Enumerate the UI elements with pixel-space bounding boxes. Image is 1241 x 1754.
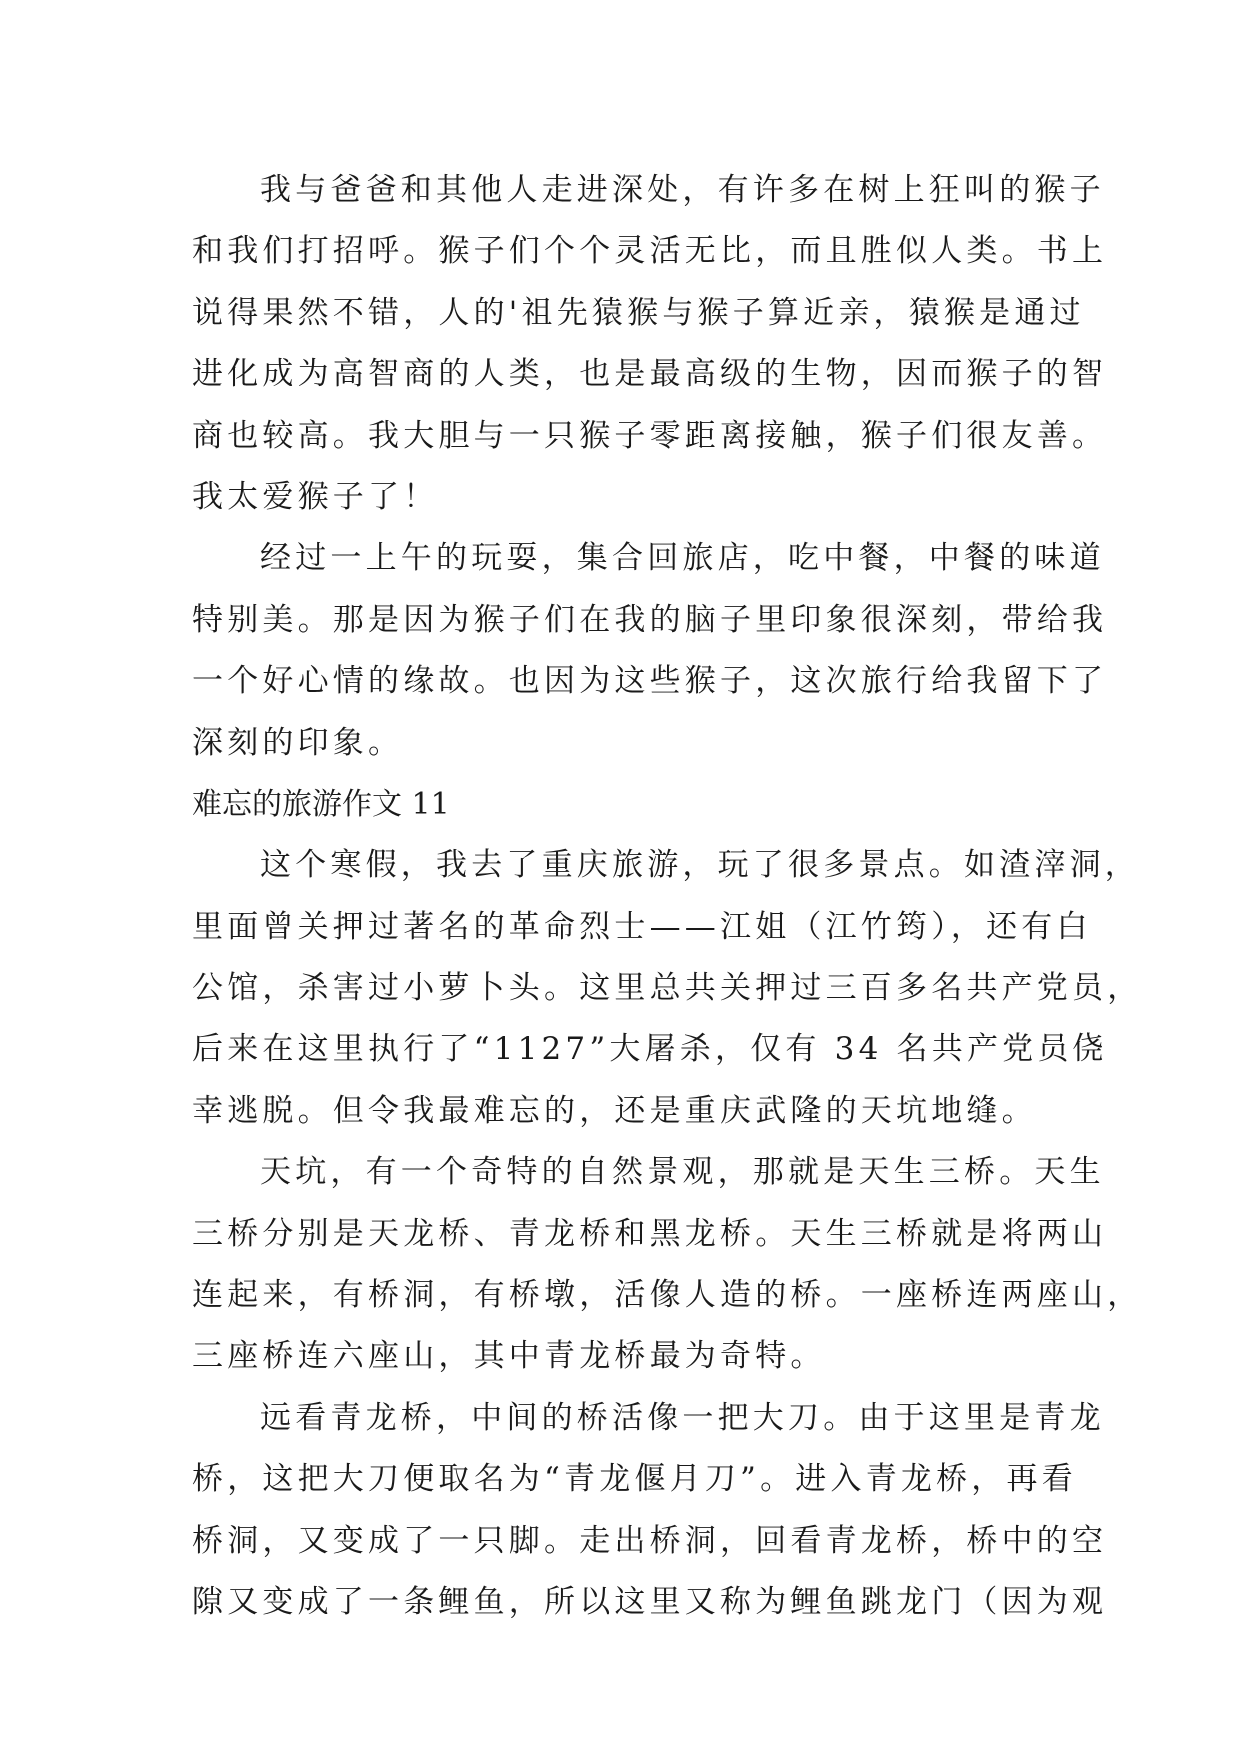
text-line: 这个寒假，我去了重庆旅游，玩了很多景点。如渣滓洞，	[260, 847, 1140, 884]
text-line: 隙又变成了一条鲤鱼，所以这里又称为鲤鱼跳龙门（因为观	[192, 1583, 1108, 1620]
text-line: 三座桥连六座山，其中青龙桥最为奇特。	[192, 1338, 826, 1375]
text-line: 桥洞，又变成了一只脚。走出桥洞，回看青龙桥，桥中的空	[192, 1522, 1108, 1559]
paragraph	[192, 1388, 1108, 1634]
text-line: 进化成为高智商的人类，也是最高级的生物，因而猴子的智	[192, 356, 1108, 393]
section-heading: 难忘的旅游作文 11	[192, 786, 450, 822]
paragraph	[192, 528, 1108, 774]
text-line: 后来在这里执行了“1127”大屠杀，仅有 34 名共产党员侥	[192, 1031, 1108, 1068]
text-line: 远看青龙桥，中间的桥活像一把大刀。由于这里是青龙	[260, 1399, 1105, 1436]
text-line: 连起来，有桥洞，有桥墩，活像人造的桥。一座桥连两座山，	[192, 1277, 1143, 1314]
text-line: 和我们打招呼。猴子们个个灵活无比，而且胜似人类。书上	[192, 233, 1108, 270]
text-line: 深刻的印象。	[192, 724, 404, 761]
text-line: 桥，这把大刀便取名为“青龙偃月刀”。进入青龙桥，再看	[192, 1461, 1077, 1498]
paragraph	[192, 1142, 1143, 1388]
text-line: 公馆，杀害过小萝卜头。这里总共关押过三百多名共产党员，	[192, 970, 1143, 1007]
text-line: 三桥分别是天龙桥、青龙桥和黑龙桥。天生三桥就是将两山	[192, 1215, 1108, 1252]
text-line: 我太爱猴子了！	[192, 478, 439, 515]
text-line: 特别美。那是因为猴子们在我的脑子里印象很深刻，带给我	[192, 601, 1108, 638]
paragraph	[192, 835, 1143, 1142]
text-line: 幸逃脱。但令我最难忘的，还是重庆武隆的天坑地缝。	[192, 1092, 1037, 1129]
document-page	[192, 160, 1143, 1633]
text-line: 商也较高。我大胆与一只猴子零距离接触，猴子们很友善。	[192, 417, 1108, 454]
text-line: 经过一上午的玩耍，集合回旅店，吃中餐，中餐的味道	[260, 540, 1105, 577]
text-line: 我与爸爸和其他人走进深处，有许多在树上狂叫的猴子	[260, 172, 1105, 208]
paragraph	[192, 160, 1108, 528]
text-line: 天坑，有一个奇特的自然景观，那就是天生三桥。天生	[260, 1154, 1105, 1191]
text-line: 说得果然不错，人的'祖先猿猴与猴子算近亲，猿猴是通过	[192, 294, 1085, 331]
text-line: 里面曾关押过著名的革命烈士——江姐（江竹筠），还有白	[192, 908, 1092, 945]
text-line: 一个好心情的缘故。也因为这些猴子，这次旅行给我留下了	[192, 663, 1108, 700]
